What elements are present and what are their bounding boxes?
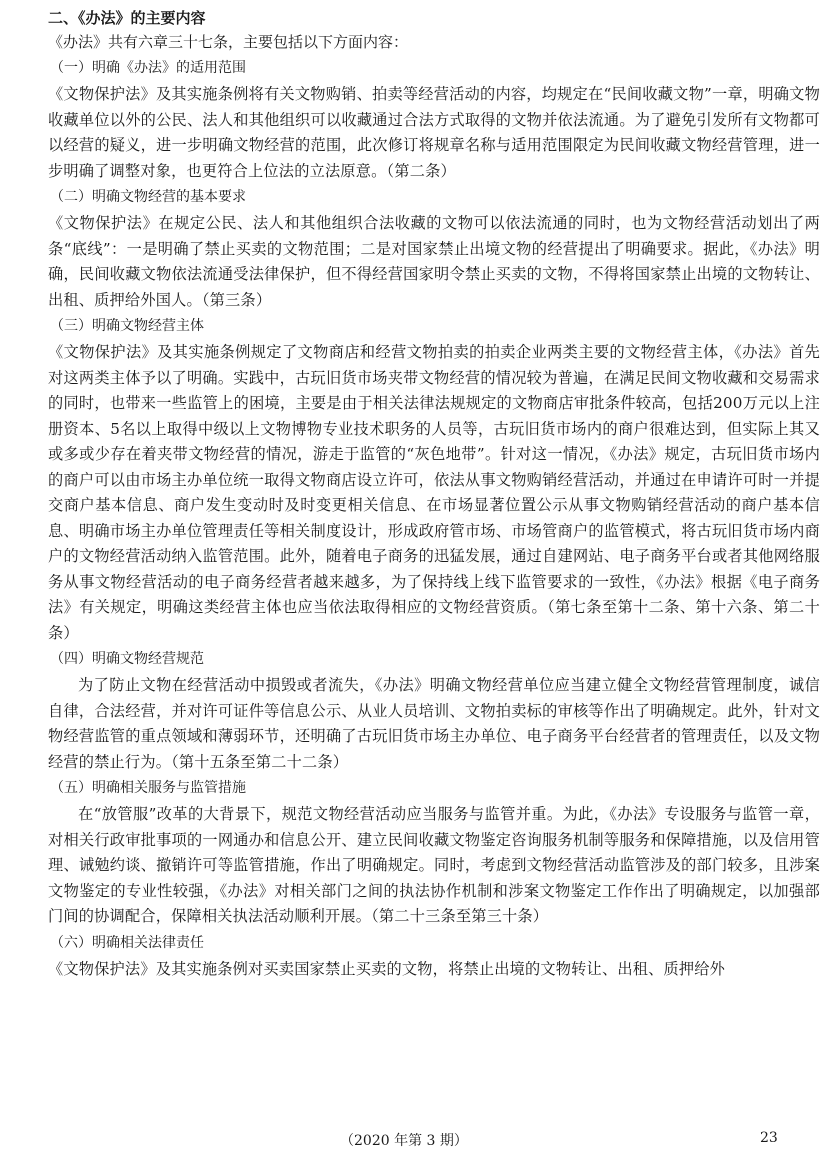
document-page: [48, 6, 820, 982]
subsection-paragraph-1: 《文物保护法》及其实施条例将有关文物购销、拍卖等经营活动的内容，均规定在“民间收藏文物”一章，明确文物收藏单位以外的公民、法人和其他组织可以收藏通过合法方式取得的文物并依法流通。为了避免引发所有文物都可以经营的疑义，进一步明确文物经营的范围，此次修订将规章名称与适用范围限定为民间收藏文物经营管理，进一步明确了调整对象，也更符合上位法的立法原意。（第二条）: [48, 85, 820, 180]
subsection-paragraph-6: 《文物保护法》及其实施条例对买卖国家禁止买卖的文物，将禁止出境的文物转让、出租、质押给外: [48, 959, 726, 978]
subsection-heading-1: （一）明确《办法》的适用范围: [50, 60, 246, 76]
subsection-paragraph-2: 《文物保护法》在规定公民、法人和其他组织合法收藏的文物可以依法流通的同时，也为文物经营活动划出了两条“底线”：一是明确了禁止买卖的文物范围；二是对国家禁止出境文物的经营提出了明确要求。据此，《办法》明确，民间收藏文物依法流通受法律保护，但不得经营国家明令禁止买卖的文物，不得将国家禁止出境的文物转让、出租、质押给外国人。（第三条）: [48, 214, 820, 309]
subsection-heading-5: （五）明确相关服务与监管措施: [50, 780, 246, 796]
footer-issue: （2020 年第 3 期）: [340, 1133, 468, 1149]
section-title: 二、《办法》的主要内容: [48, 9, 206, 27]
intro-paragraph: 《办法》共有六章三十七条，主要包括以下方面内容：: [48, 33, 409, 51]
subsection-heading-6: （六）明确相关法律责任: [50, 934, 204, 951]
page-footer: [0, 1126, 827, 1154]
subsection-heading-2: （二）明确文物经营的基本要求: [50, 189, 246, 205]
subsection-paragraph-5: 在“放管服”改革的大背景下，规范文物经营活动应当服务与监管并重。为此，《办法》专设服务与监管一章，对相关行政审批事项的一网通办和信息公开、建立民间收藏文物鉴定咨询服务机制等服务和保障措施，以及信用管理、诫勉约谈、撤销许可等监管措施，作出了明确规定。同时，考虑到文物经营活动监管涉及的部门较多，且涉案文物鉴定的专业性较强，《办法》对相关部门之间的执法协作机制和涉案文物鉴定工作作出了明确规定，以加强部门间的协调配合，保障相关执法活动顺利开展。（第二十三条至第三十条）: [48, 805, 820, 925]
page-number: 23: [760, 1130, 778, 1146]
subsection-heading-4: （四）明确文物经营规范: [50, 651, 204, 667]
subsection-paragraph-4: 为了防止文物在经营活动中损毁或者流失，《办法》明确文物经营单位应当建立健全文物经营管理制度，诚信自律，合法经营，并对许可证件等信息公示、从业人员培训、文物拍卖标的审核等作出了明确规定。此外，针对文物经营监管的重点领域和薄弱环节，还明确了古玩旧货市场主办单位、电子商务平台经营者的管理责任，以及文物经营的禁止行为。（第十五条至第二十二条）: [48, 676, 820, 771]
subsection-paragraph-3: 《文物保护法》及其实施条例规定了文物商店和经营文物拍卖的拍卖企业两类主要的文物经营主体，《办法》首先对这两类主体予以了明确。实践中，古玩旧货市场夹带文物经营的情况较为普遍，在满足民间文物收藏和交易需求的同时，也带来一些监管上的困境，主要是由于相关法律法规规定的文物商店审批条件较高，包括200万元以上注册资本、5名以上取得中级以上文物博物专业技术职务的人员等，古玩旧货市场内的商户很难达到，但实际上其又或多或少存在着夹带文物经营的情况，游走于监管的“灰色地带”。针对这一情况，《办法》规定，古玩旧货市场内的商户可以由市场主办单位统一取得文物商店设立许可，依法从事文物购销经营活动，并通过在申请许可时一并提交商户基本信息、商户发生变动时及时变更相关信息、在市场显著位置公示从事文物购销经营活动的商户基本信息、明确市场主办单位管理责任等相关制度设计，形成政府管市场、市场管商户的监管模式，将古玩旧货市场内商户的文物经营活动纳入监管范围。此外，随着电子商务的迅猛发展，通过自建网站、电子商务平台或者其他网络服务从事文物经营活动的电子商务经营者越来越多，为了保持线上线下监管要求的一致性，《办法》根据《电子商务法》有关规定，明确这类经营主体也应当依法取得相应的文物经营资质。（第七条至第十二条、第十六条、第二十条）: [48, 343, 820, 642]
subsection-heading-3: （三）明确文物经营主体: [50, 318, 204, 334]
